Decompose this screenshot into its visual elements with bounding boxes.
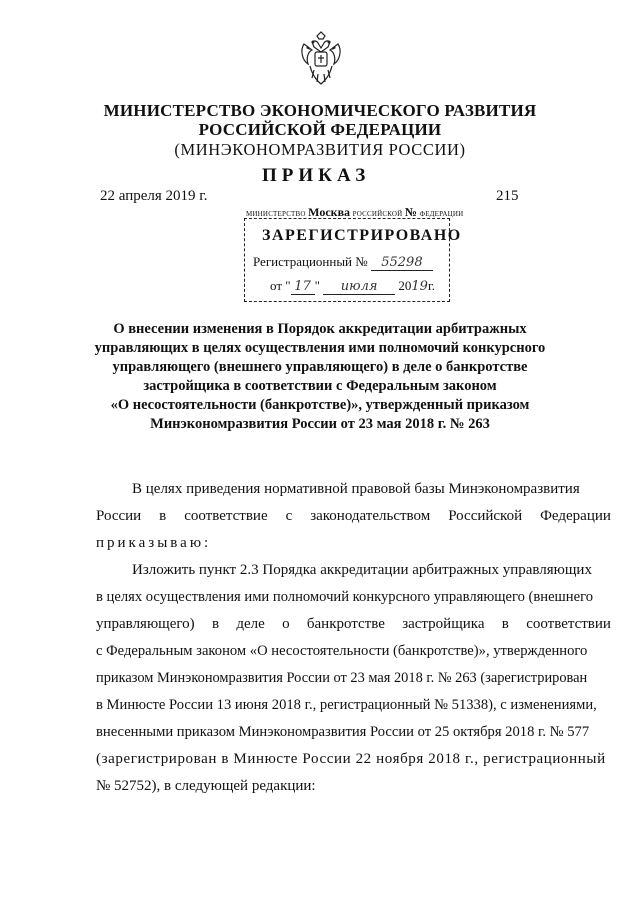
stamp-city-line xyxy=(246,205,464,220)
body-p1-line2-word: в xyxy=(159,508,167,524)
stamp-year-suffix: 19 xyxy=(411,279,428,294)
order-title-line4: застройщика в соответствии с Федеральным законом xyxy=(143,378,497,394)
ministry-short-name: (МИНЭКОНОМРАЗВИТИЯ РОССИИ) xyxy=(174,140,466,159)
body-p1-line2-word: с xyxy=(285,508,293,524)
ministry-name-line2: РОССИЙСКОЙ ФЕДЕРАЦИИ xyxy=(198,120,442,139)
stamp-ministry-small-left: МИНИСТЕРСТВО xyxy=(246,210,306,218)
double-headed-eagle-emblem-icon xyxy=(298,30,344,88)
body-p1-line2-word: Федерации xyxy=(540,508,611,524)
stamp-quote-open: " xyxy=(285,278,291,293)
order-title-line2: управляющих в целях осуществления ими полномочий конкурсного xyxy=(94,340,546,356)
body-p2-line3 xyxy=(96,611,611,638)
body-p2-line9: № 52752), в следующей редакции: xyxy=(96,778,316,794)
order-date: 22 апреля 2019 г. xyxy=(100,188,208,204)
body-p1-line1: В целях приведения нормативной правовой базы Минэкономразвития xyxy=(132,481,580,497)
stamp-year-g: г. xyxy=(427,278,436,293)
body-p2-line2: в целях осуществления ими полномочий конкурсного управляющего (внешнего xyxy=(96,589,593,605)
body-p2-line3-word: соответствии xyxy=(526,616,611,632)
order-title-line1: О внесении изменения в Порядок аккредитации арбитражных xyxy=(113,321,527,337)
stamp-registered: ЗАРЕГИСТРИРОВАНО xyxy=(262,227,462,244)
body-p2-line3-word: управляющего) xyxy=(96,616,195,632)
body-p2-line3-word: банкротстве xyxy=(306,616,385,632)
body-p2-line5: приказом Минэкономразвития России от 23 мая 2018 г. № 263 (зарегистрирован xyxy=(96,670,588,686)
body-p2-line4: с Федеральным законом «О несостоятельности (банкротстве)», утвержденного xyxy=(96,643,588,659)
body-p2-line3-word: застройщика xyxy=(402,616,485,632)
body-p1-line2-word: Российской xyxy=(448,508,523,524)
body-p2-line3-word: деле xyxy=(236,616,265,632)
stamp-from-label: от xyxy=(270,278,283,293)
order-title-line6: Минэкономразвития России от 23 мая 2018 г. № 263 xyxy=(150,416,490,432)
body-p1-line2-word: соответствие xyxy=(184,508,268,524)
order-title-line5: «О несостоятельности (банкротстве)», утвержденный приказом xyxy=(110,397,530,413)
body-p2-line3-word: в xyxy=(211,616,220,632)
body-p1-line3: приказываю: xyxy=(96,535,212,551)
body-p2-line3-word: в xyxy=(501,616,509,632)
order-number: 215 xyxy=(496,188,519,204)
body-p2-line6: в Минюсте России 13 июня 2018 г., регистрационный № 51338), с изменениями, xyxy=(96,697,597,713)
stamp-ministry-small-right: ФЕДЕРАЦИИ xyxy=(419,210,464,218)
ministry-name-line1: МИНИСТЕРСТВО ЭКОНОМИЧЕСКОГО РАЗВИТИЯ xyxy=(103,101,537,120)
stamp-quote-close: " xyxy=(314,278,320,293)
stamp-month: июля xyxy=(323,279,395,295)
body-p2-line3-word: о xyxy=(282,616,290,632)
stamp-title: ПРИКАЗ xyxy=(262,165,371,186)
body-p1-line2-word: законодательством xyxy=(310,508,431,524)
body-p2-line7: внесенными приказом Минэкономразвития России от 25 октября 2018 г. № 577 xyxy=(96,724,590,740)
body-p1-line2 xyxy=(96,503,611,530)
stamp-number-sign: № xyxy=(404,205,417,219)
body-p1-line2-word: России xyxy=(96,508,142,524)
stamp-day: 17 xyxy=(291,279,315,295)
order-title-line3: управляющего (внешнего управляющего) в деле о банкротстве xyxy=(112,359,528,375)
stamp-reg-number-line xyxy=(253,254,433,271)
stamp-year-prefix: 20 xyxy=(398,278,412,293)
stamp-reg-date-line xyxy=(270,278,435,295)
body-p2-line8: (зарегистрирован в Минюсте России 22 ноября 2018 г., регистрационный xyxy=(96,751,606,767)
stamp-reg-label: Регистрационный № xyxy=(253,254,368,269)
stamp-ministry-small-mid: РОССИЙСКОЙ xyxy=(352,210,403,218)
body-p2-line1: Изложить пункт 2.3 Порядка аккредитации арбитражных управляющих xyxy=(132,562,592,578)
stamp-reg-number: 55298 xyxy=(371,255,433,271)
stamp-city: Москва xyxy=(308,205,351,219)
